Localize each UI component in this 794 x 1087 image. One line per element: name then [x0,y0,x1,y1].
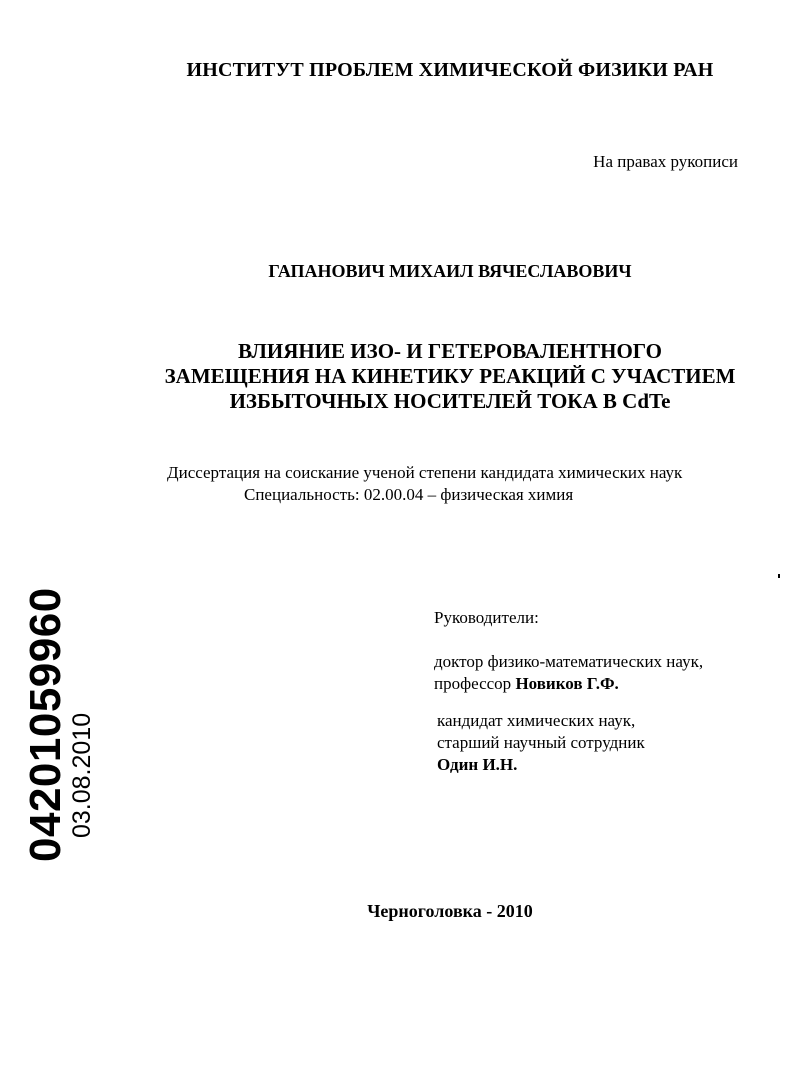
supervisor-first-name: Новиков Г.Ф. [515,674,619,693]
manuscript-note: На правах рукописи [593,152,738,171]
thesis-title-line-1: ВЛИЯНИЕ ИЗО- И ГЕТЕРОВАЛЕНТНОГО [238,339,662,363]
supervisor-first-degree: доктор физико-математических наук, [434,652,704,671]
supervisor-second [437,710,645,776]
city-year: Черноголовка - 2010 [367,901,533,921]
thesis-title-line-2: ЗАМЕЩЕНИЯ НА КИНЕТИКУ РЕАКЦИЙ С УЧАСТИЕМ [164,364,736,388]
stamp-number: 04201059960 [21,587,70,862]
thesis-title-line-3: ИЗБЫТОЧНЫХ НОСИТЕЛЕЙ ТОКА В CdTe [229,389,671,413]
scan-mark [778,574,780,578]
specialty-line: Специальность: 02.00.04 – физическая химия [244,485,574,504]
supervisor-second-degree: кандидат химических наук, [437,711,636,730]
supervisor-first-position: профессор [434,674,512,693]
degree-line: Диссертация на соискание ученой степени кандидата химических наук [167,463,683,482]
supervisors-heading: Руководители: [434,608,539,627]
thesis-title [0,339,794,414]
supervisor-first-title-line [434,673,703,695]
supervisor-second-name: Один И.Н. [437,755,518,774]
stamp-date: 03.08.2010 [68,712,96,838]
supervisor-second-position: старший научный сотрудник [437,733,645,752]
library-stamp [21,587,96,862]
author-name: ГАПАНОВИЧ МИХАИЛ ВЯЧЕСЛАВОВИЧ [268,261,632,281]
institute-header: ИНСТИТУТ ПРОБЛЕМ ХИМИЧЕСКОЙ ФИЗИКИ РАН [186,59,714,81]
thesis-info [167,462,682,506]
supervisor-first [434,651,703,695]
